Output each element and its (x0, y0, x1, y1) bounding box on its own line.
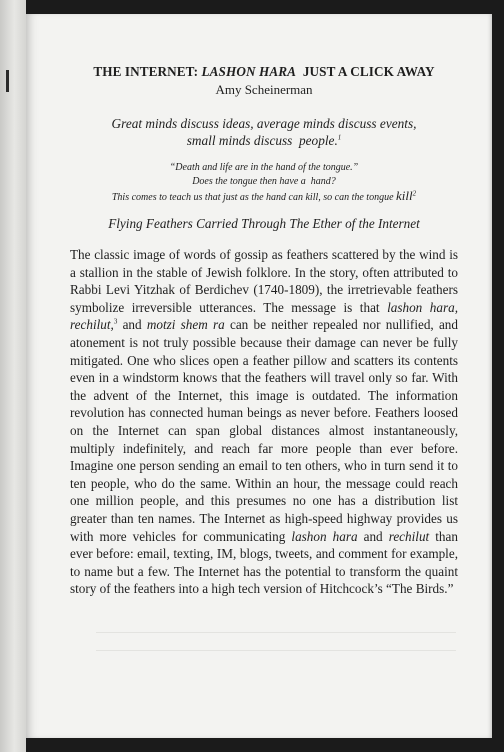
body-text-1: The classic image of words of gossip as feathers scattered by the wind is a stallion in the stable of Jewish folklore. In the story, often attributed to Rabbi Levi Yitzhak of Berdichev (1740-1809), the irretrievable feathers symbolize irreversible utterances. The message is that (70, 247, 458, 315)
quotation (70, 161, 458, 205)
quote-line-1: “Death and life are in the hand of the tongue.” (169, 162, 359, 173)
epigraph (70, 115, 458, 149)
title-italic: LASHON HARA (201, 64, 297, 79)
adjacent-page-edge (0, 0, 26, 752)
body-text-3: can be neither repealed nor nullified, and atonement is not truly possible because their damage can never be fully mitigated. One who slices open a feather pillow and scatters its contents even in a windstorm knows that the feathers will travel only so far. With the advent of the Internet, this image is outdated. The information revolution has connected human beings as never before. Feathers loosed on the Internet can span global distances almost instantaneously, multiply indefinitely, and reach far more people than ever before. Imagine one person sending an email to ten others, who in turn send it to ten people, who do the same. Within an hour, the message could reach one million people, and this presumes no one has a distribution list greater than ten names. The Internet as high-speed highway provides us with more vehicles for communicating (70, 317, 458, 544)
footnote-ref-1: 1 (337, 133, 342, 142)
article-title (70, 64, 458, 80)
quote-line-3-text: This comes to teach us that just as the hand can kill, so can the tongue (111, 192, 397, 203)
author-name: Amy Scheinerman (215, 82, 313, 97)
epigraph-line-1: Great minds discuss ideas, average minds discuss events, (111, 116, 417, 131)
body-italic-2: motzi shem ra (146, 317, 225, 333)
footnote-ref-2: 2 (412, 189, 417, 198)
book-page (26, 14, 492, 738)
body-text-5: than ever before: email, texting, IM, blogs, tweets, and comment for example, to name but a few. The Internet has the potential to transform the quaint story of the feathers into a high tech version of Hitchcock’s “The Birds.” (70, 528, 458, 597)
page-content (70, 64, 458, 611)
body-italic-3: lashon hara (291, 528, 358, 544)
section-subheading: Flying Feathers Carried Through The Ether of the Internet (108, 216, 420, 231)
body-italic-4: rechilut (388, 528, 430, 544)
epigraph-line-2 (70, 132, 458, 149)
binding-mark (6, 70, 9, 92)
quote-line-2: Does the tongue then have a hand? (192, 176, 336, 187)
bleed-through-line (96, 632, 456, 633)
title-prefix: THE INTERNET: (93, 64, 202, 79)
quote-line-3 (70, 189, 458, 205)
body-text-2: and (117, 317, 147, 333)
quote-last-word: kill (396, 188, 413, 203)
body-paragraph (70, 246, 458, 598)
title-suffix: JUST A CLICK AWAY (296, 64, 435, 79)
body-text-4: and (357, 528, 389, 544)
bleed-through-line (96, 650, 456, 651)
footnote-ref-3: 3 (113, 317, 118, 326)
epigraph-line-2-text: small minds discuss people. (186, 133, 338, 148)
body-italic-1: lashon hara, rechilut, (70, 299, 458, 333)
